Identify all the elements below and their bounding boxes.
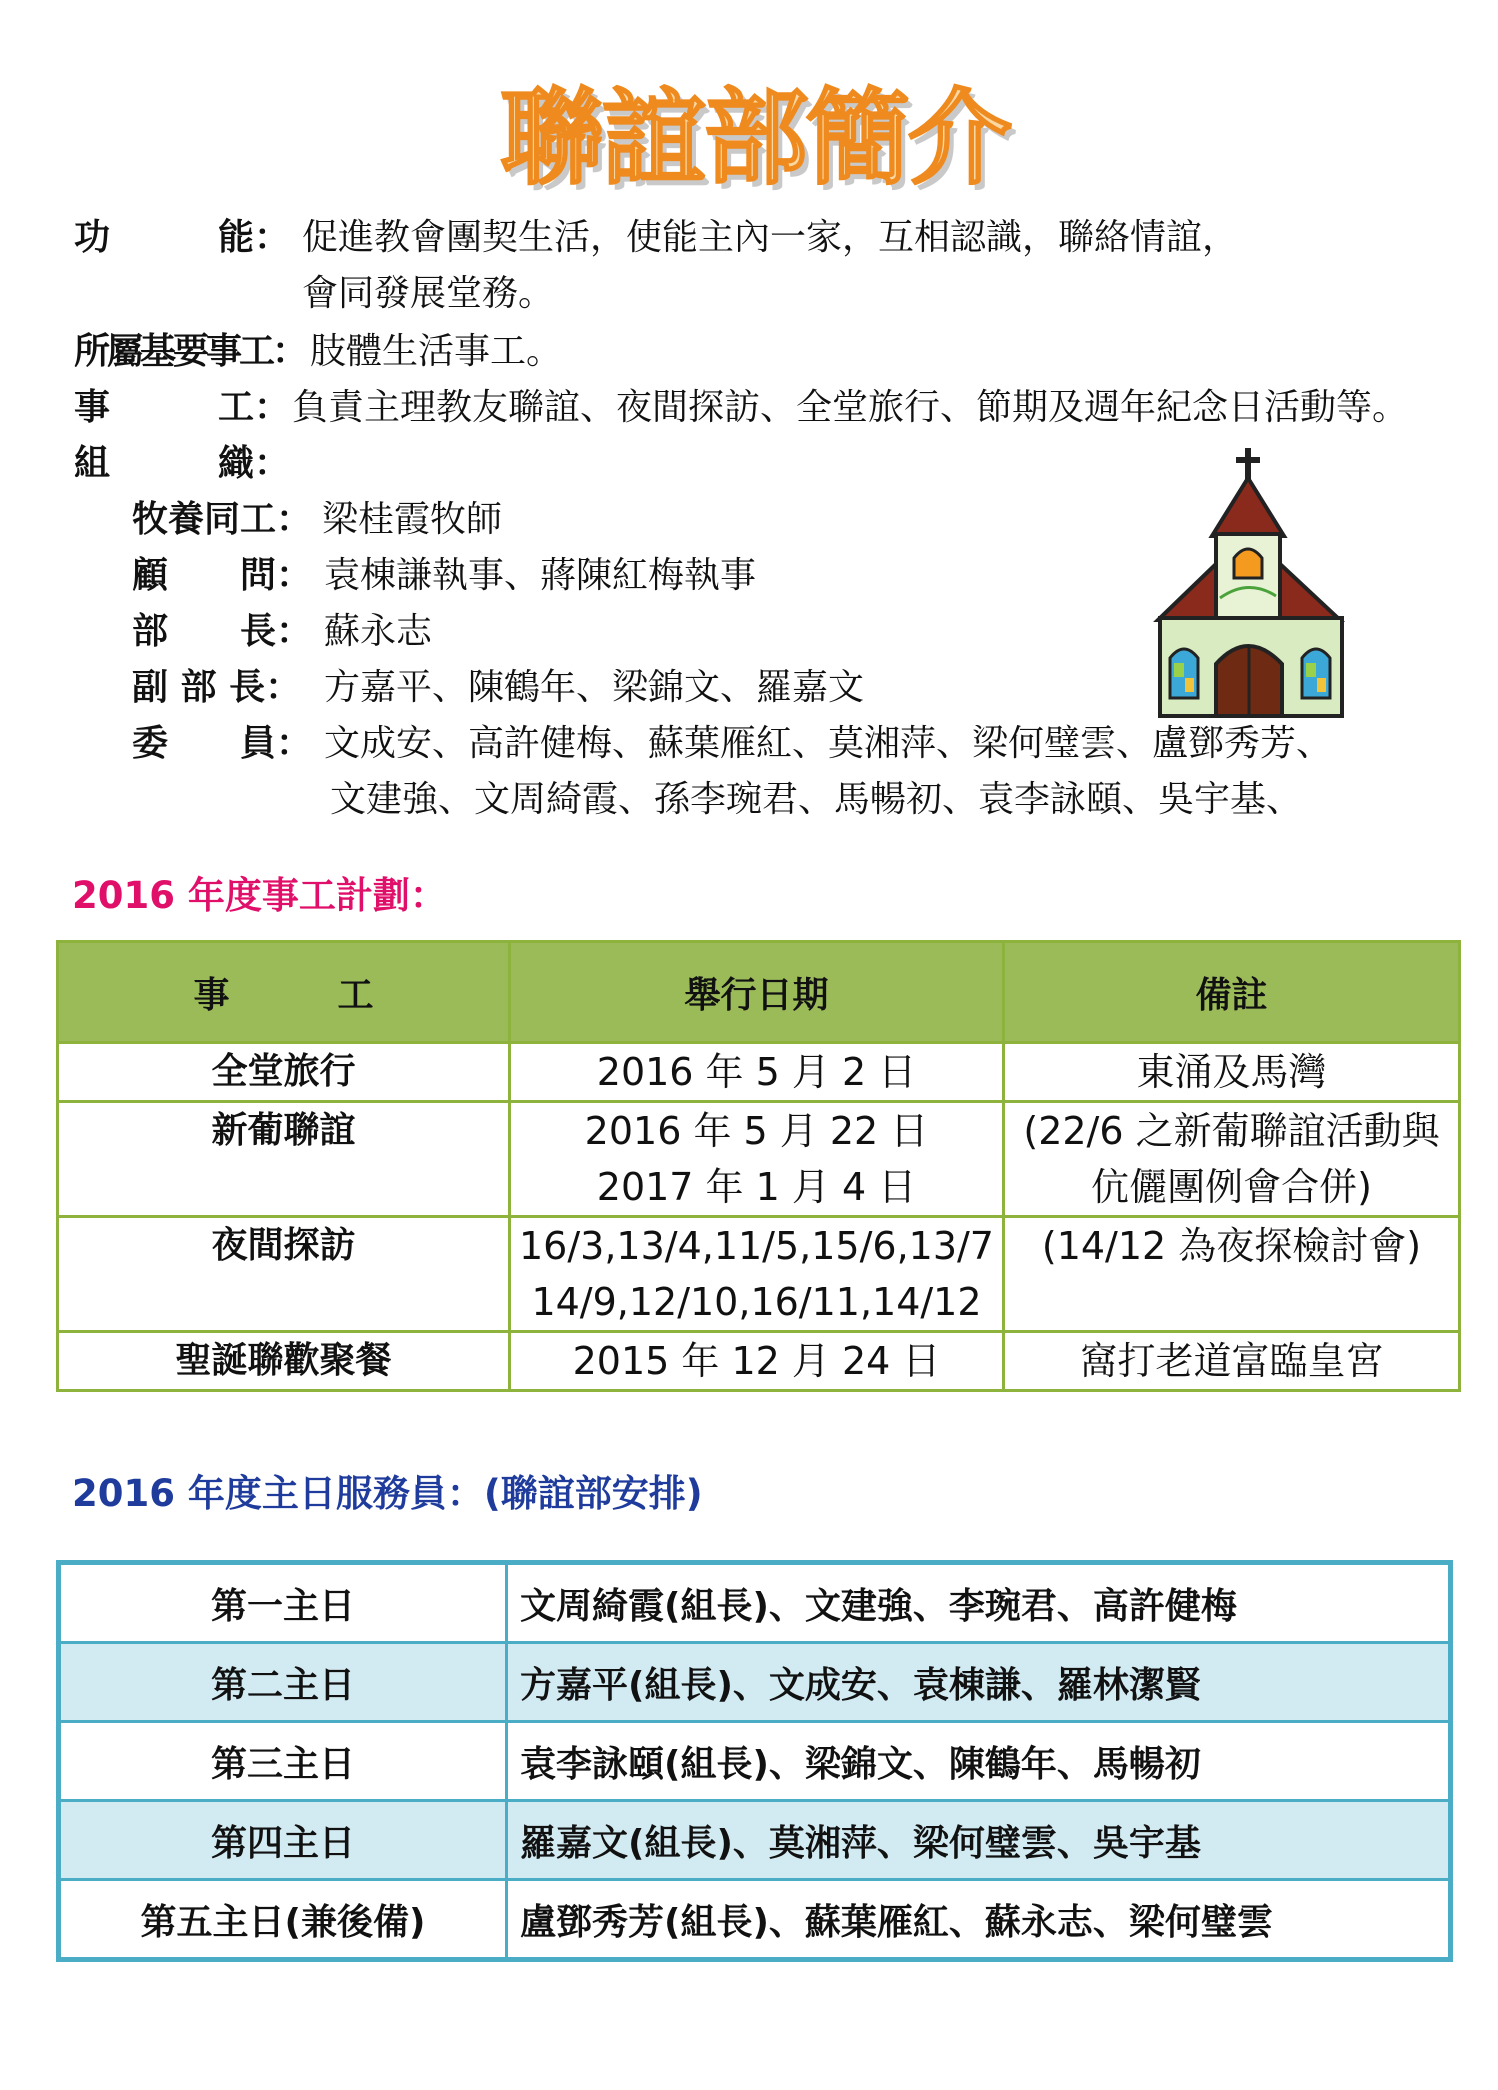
advisor-value: 袁棟謙執事、蔣陳紅梅執事 [324, 555, 757, 596]
ministry-label: 所屬基要事工： [74, 331, 306, 372]
advisor-label: 顧 問： [132, 555, 313, 596]
table-row [59, 1880, 1451, 1960]
member-label: 委 員： [132, 723, 313, 764]
deputy-value: 方嘉平、陳鶴年、梁錦文、羅嘉文 [324, 667, 865, 708]
work-date-line1: 2016 年 5 月 2 日 [596, 1050, 917, 1094]
duty-members: 文周綺霞(組長)、文建強、李琬君、高許健梅 [507, 1563, 1451, 1643]
table-row [59, 1643, 1451, 1722]
header-remarks: 備註 [1004, 942, 1460, 1043]
sunday-label: 第四主日 [59, 1801, 507, 1880]
work-name: 夜間探訪 [58, 1217, 510, 1332]
duty-members: 羅嘉文(組長)、莫湘萍、梁何璧雲、吳宇基 [507, 1801, 1451, 1880]
ministry-value: 肢體生活事工。 [310, 331, 563, 372]
work-remarks [1004, 1332, 1460, 1391]
sunday-label: 第五主日(兼後備) [59, 1880, 507, 1960]
work-name: 聖誕聯歡聚餐 [58, 1332, 510, 1391]
page-title: 聯誼部簡介 [500, 76, 1011, 199]
church-icon [1150, 448, 1350, 720]
function-text-line2: 會同發展堂務。 [302, 273, 555, 314]
table-row [59, 1801, 1451, 1880]
work-remarks [1004, 1043, 1460, 1102]
plan-table-header [58, 942, 1460, 1043]
work-remarks [1004, 1217, 1460, 1332]
organization-label: 組 織： [74, 443, 291, 484]
member-line1: 文成安、高許健梅、蘇葉雁紅、莫湘萍、梁何璧雲、盧鄧秀芳、 [324, 723, 1333, 764]
work-name: 新葡聯誼 [58, 1102, 510, 1217]
duty-members: 盧鄧秀芳(組長)、蘇葉雁紅、蘇永志、梁何璧雲 [507, 1880, 1451, 1960]
header-date: 舉行日期 [510, 942, 1004, 1043]
function-label: 功 能： [74, 217, 291, 258]
sunday-label: 第一主日 [59, 1563, 507, 1643]
duty-members: 袁李詠頤(組長)、梁錦文、陳鶴年、馬暢初 [507, 1722, 1451, 1801]
work-remarks [1004, 1102, 1460, 1217]
work-remarks-line1: 東涌及馬灣 [1136, 1050, 1327, 1094]
work-value: 負責主理教友聯誼、夜間探訪、全堂旅行、節期及週年紀念日活動等。 [292, 387, 1409, 428]
table-row [58, 1217, 1460, 1332]
table-row [59, 1722, 1451, 1801]
head-value: 蘇永志 [324, 611, 433, 652]
function-text-line1: 促進教會團契生活，使能主內一家，互相認識，聯絡情誼， [302, 217, 1239, 258]
work-remarks-line1: (22/6 之新葡聯誼活動與 [1023, 1109, 1440, 1153]
sunday-label: 第二主日 [59, 1643, 507, 1722]
table-row [58, 1102, 1460, 1217]
work-date-line1: 2016 年 5 月 22 日 [584, 1109, 929, 1153]
work-date [510, 1332, 1004, 1391]
work-label: 事 工： [74, 387, 291, 428]
table-row [59, 1563, 1451, 1643]
table-row [58, 1332, 1460, 1391]
work-date [510, 1217, 1004, 1332]
sunday-label: 第三主日 [59, 1722, 507, 1801]
work-name: 全堂旅行 [58, 1043, 510, 1102]
work-date-line2: 2017 年 1 月 4 日 [596, 1165, 917, 1209]
member-line2: 文建強、文周綺霞、孫李琬君、馬暢初、袁李詠頤、吳宇基、 [330, 779, 1303, 820]
deputy-label: 副 部 長： [132, 667, 302, 708]
pastor-label: 牧養同工： [132, 499, 313, 540]
pastor-value: 梁桂霞牧師 [322, 499, 503, 540]
head-label: 部 長： [132, 611, 313, 652]
work-date-line1: 2015 年 12 月 24 日 [572, 1339, 941, 1383]
plan-heading: 2016 年度事工計劃： [72, 874, 447, 917]
duty-heading: 2016 年度主日服務員：(聯誼部安排) [72, 1472, 703, 1515]
work-date [510, 1043, 1004, 1102]
work-date-line2: 14/9,12/10,16/11,14/12 [531, 1280, 982, 1324]
table-row [58, 1043, 1460, 1102]
plan-table [56, 940, 1461, 1392]
work-date-line1: 16/3,13/4,11/5,15/6,13/7 [519, 1224, 994, 1268]
work-remarks-line2: 伉儷團例會合併) [1091, 1165, 1372, 1209]
duty-table [56, 1560, 1453, 1962]
work-remarks-line1: 窩打老道富臨皇宮 [1079, 1339, 1384, 1383]
header-work: 事 工 [58, 942, 510, 1043]
work-date [510, 1102, 1004, 1217]
duty-members: 方嘉平(組長)、文成安、袁棟謙、羅林潔賢 [507, 1643, 1451, 1722]
work-remarks-line1: (14/12 為夜探檢討會) [1041, 1224, 1422, 1268]
